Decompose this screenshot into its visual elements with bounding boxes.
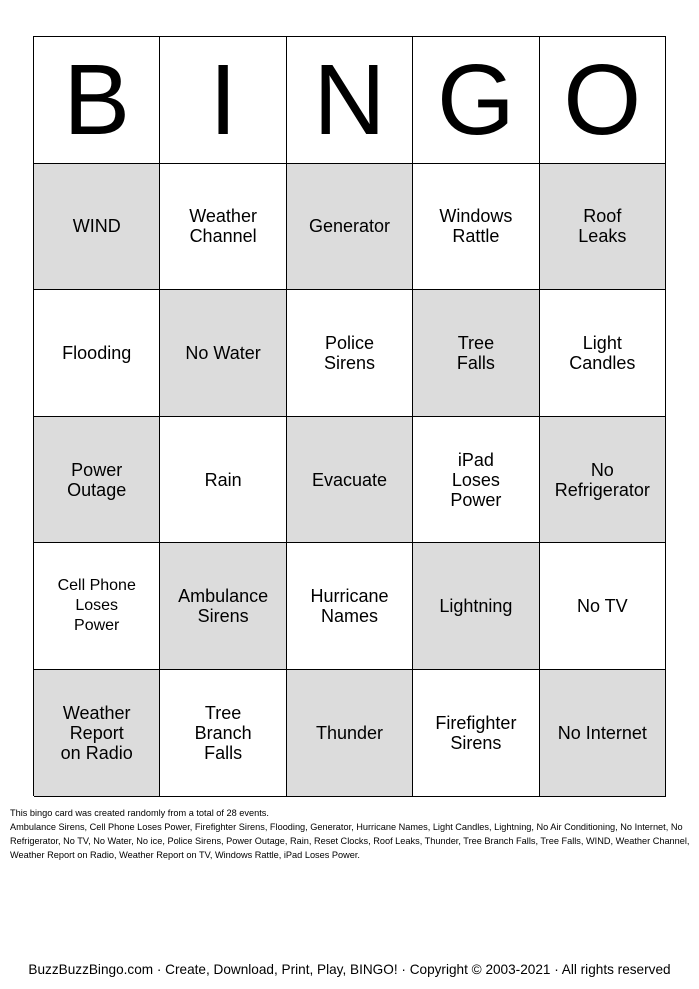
- bingo-cell: Roof Leaks: [540, 164, 666, 291]
- note-event-list: Ambulance Sirens, Cell Phone Loses Power, Firefighter Sirens, Flooding, Generator, Hurricane Names, Light Candles, Lightning, No Air Conditioning, No Internet, No Refrigerator, No TV, No Water, No ice, Police Sirens, Power Outage, Rain, Reset Clocks, Roof Leaks, Thunder, Tree Branch Falls, Tree Falls, WIND, Weather Channel, Weather Report on Radio, Weather Report on TV, Windows Rattle, iPad Loses Power.: [10, 822, 690, 860]
- bingo-cell: Police Sirens: [287, 290, 413, 417]
- bingo-cell: Flooding: [34, 290, 160, 417]
- note-summary: This bingo card was created randomly from a total of 28 events.: [10, 808, 269, 818]
- header-letter-g: G: [413, 37, 539, 164]
- bingo-row-4: [34, 543, 666, 670]
- header-letter-b: B: [34, 37, 160, 164]
- header-letter-n: N: [287, 37, 413, 164]
- bingo-row-3: [34, 417, 666, 544]
- footer-text: BuzzBuzzBingo.com · Create, Download, Print, Play, BINGO! · Copyright © 2003-2021 · All rights reserved: [28, 962, 671, 977]
- bingo-cell: WIND: [34, 164, 160, 291]
- bingo-cell: iPad Loses Power: [413, 417, 539, 544]
- bingo-cell: Light Candles: [540, 290, 666, 417]
- bingo-row-1: [34, 164, 666, 291]
- bingo-cell: Rain: [160, 417, 286, 544]
- bingo-cell: Lightning: [413, 543, 539, 670]
- bingo-cell: No Refrigerator: [540, 417, 666, 544]
- bingo-cell: Hurricane Names: [287, 543, 413, 670]
- header-letter-o: O: [540, 37, 666, 164]
- bingo-cell: Evacuate: [287, 417, 413, 544]
- bingo-cell: Weather Channel: [160, 164, 286, 291]
- bingo-card: [33, 36, 666, 796]
- bingo-cell: No Internet: [540, 670, 666, 797]
- bingo-row-2: [34, 290, 666, 417]
- bingo-cell: Weather Report on Radio: [34, 670, 160, 797]
- bingo-cell: Cell Phone Loses Power: [34, 543, 160, 670]
- bingo-cell: No Water: [160, 290, 286, 417]
- bingo-cell: Ambulance Sirens: [160, 543, 286, 670]
- bingo-cell: Tree Branch Falls: [160, 670, 286, 797]
- bingo-cell: Firefighter Sirens: [413, 670, 539, 797]
- header-letter-i: I: [160, 37, 286, 164]
- event-list-note: [10, 806, 690, 862]
- bingo-cell: No TV: [540, 543, 666, 670]
- bingo-cell: Thunder: [287, 670, 413, 797]
- bingo-cell: Power Outage: [34, 417, 160, 544]
- bingo-cell: Tree Falls: [413, 290, 539, 417]
- bingo-cell: Windows Rattle: [413, 164, 539, 291]
- header-row: [34, 37, 666, 164]
- bingo-cell: Generator: [287, 164, 413, 291]
- bingo-row-5: [34, 670, 666, 797]
